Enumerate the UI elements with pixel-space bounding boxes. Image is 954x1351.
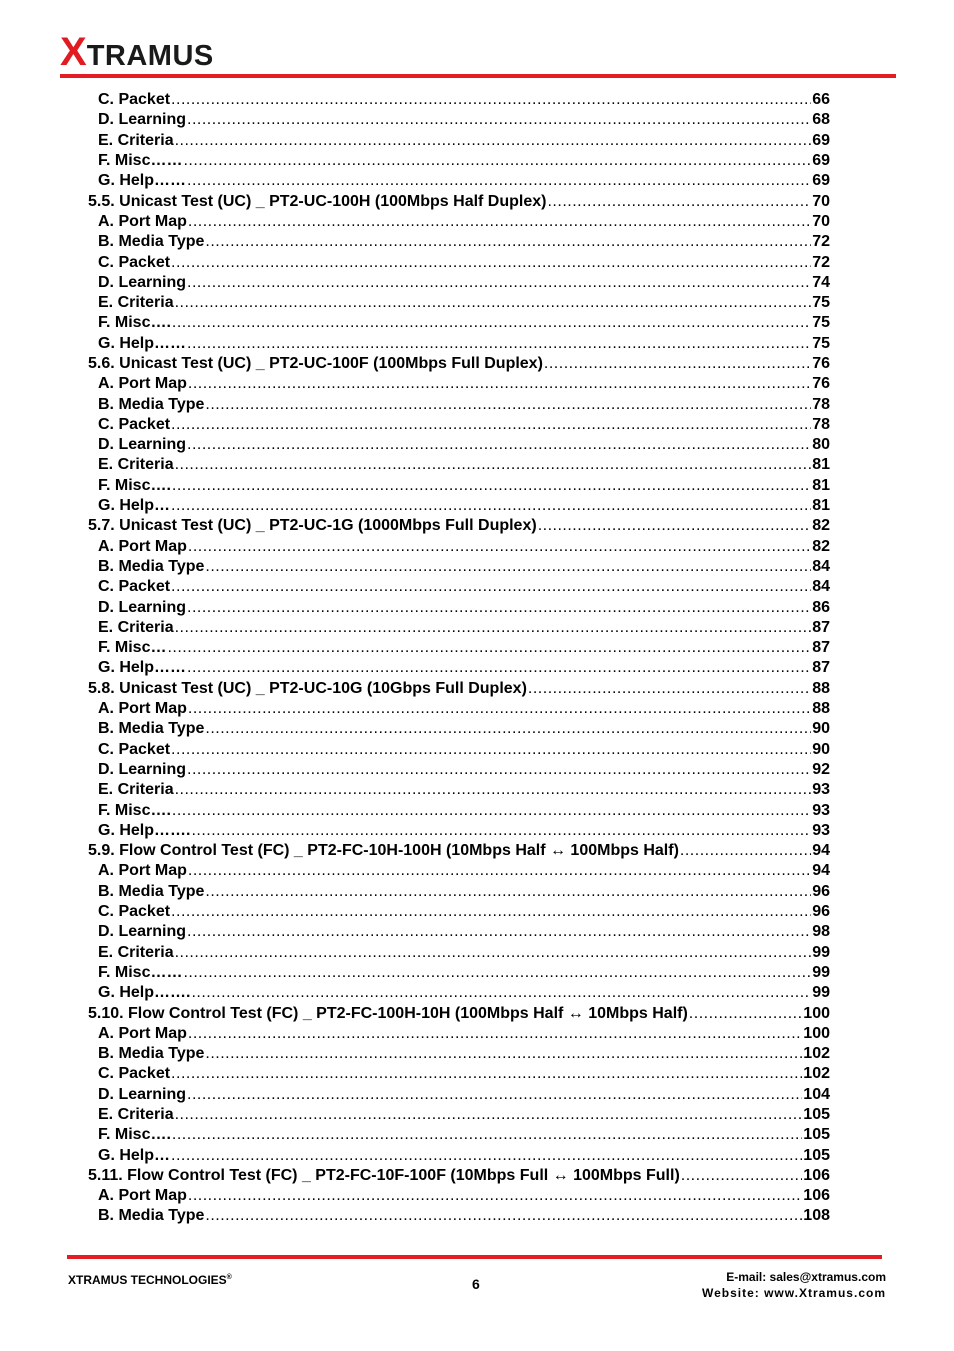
toc-entry-title: B. Media Type: [98, 720, 205, 738]
toc-section-entry[interactable]: [88, 1003, 830, 1023]
toc-page-number: 96: [812, 903, 830, 921]
toc-entry-title: C. Packet: [98, 91, 171, 109]
toc-dot-leader: [172, 1125, 802, 1145]
registered-mark: ®: [226, 1274, 232, 1281]
toc-entry-title: 5.8. Unicast Test (UC) _ PT2-UC-10G (10Gbps Full Duplex): [88, 679, 527, 697]
toc-page-number: 75: [812, 334, 830, 352]
toc-dot-leader: [167, 638, 811, 658]
toc-entry-title: E. Criteria: [98, 943, 174, 961]
footer-company: [68, 1273, 232, 1287]
toc-dot-leader: [175, 943, 812, 963]
toc-dot-leader: [171, 1064, 802, 1084]
toc-dot-leader: [187, 658, 811, 678]
toc-entry-title: B. Media Type: [98, 395, 205, 413]
company-logo: [60, 30, 214, 74]
toc-page-number: 94: [812, 842, 830, 860]
toc-page-number: 70: [812, 212, 830, 230]
toc-section-entry[interactable]: [88, 191, 830, 211]
toc-dot-leader: [171, 902, 811, 922]
toc-page-number: 94: [812, 862, 830, 880]
toc-page-number: 90: [812, 720, 830, 738]
toc-dot-leader: [547, 192, 811, 212]
toc-entry-title: G. Help…: [98, 1146, 171, 1164]
toc-subsection-entry[interactable]: [88, 537, 830, 557]
toc-subsection-entry[interactable]: [88, 760, 830, 780]
toc-entry-title: G. Help…: [98, 497, 171, 515]
toc-page-number: 82: [812, 537, 830, 555]
footer-divider: [67, 1255, 882, 1259]
footer-company-name: XTRAMUS TECHNOLOGIES: [68, 1273, 227, 1287]
toc-subsection-entry[interactable]: [88, 151, 830, 171]
toc-entry-title: A. Port Map: [98, 862, 187, 880]
toc-dot-leader: [205, 1044, 802, 1064]
footer-contact: [702, 1269, 886, 1301]
toc-dot-leader: [544, 354, 811, 374]
toc-page-number: 98: [812, 923, 830, 941]
toc-page-number: 99: [812, 943, 830, 961]
toc-entry-title: C. Packet: [98, 740, 171, 758]
toc-dot-leader: [680, 841, 811, 861]
toc-entry-title: B. Media Type: [98, 882, 205, 900]
toc-page-number: 92: [812, 760, 830, 778]
toc-dot-leader: [205, 719, 811, 739]
toc-subsection-entry[interactable]: [88, 942, 830, 962]
toc-page-number: 75: [812, 314, 830, 332]
toc-dot-leader: [538, 516, 812, 536]
toc-entry-title: F. Misc….: [98, 314, 171, 332]
toc-subsection-entry[interactable]: [88, 577, 830, 597]
toc-page-number: 84: [812, 557, 830, 575]
toc-entry-title: B. Media Type: [98, 557, 205, 575]
toc-subsection-entry[interactable]: [88, 597, 830, 617]
toc-page-number: 70: [812, 192, 830, 210]
toc-entry-title: 5.5. Unicast Test (UC) _ PT2-UC-100H (100Mbps Half Duplex): [88, 192, 547, 210]
toc-page-number: 74: [812, 273, 830, 291]
toc-dot-leader: [187, 922, 811, 942]
toc-dot-leader: [171, 740, 811, 760]
toc-dot-leader: [188, 1024, 802, 1044]
toc-subsection-entry[interactable]: [88, 212, 830, 232]
toc-subsection-entry[interactable]: [88, 1206, 830, 1226]
toc-entry-title: A. Port Map: [98, 700, 187, 718]
toc-subsection-entry[interactable]: [88, 1105, 830, 1125]
toc-subsection-entry[interactable]: [88, 719, 830, 739]
toc-dot-leader: [175, 618, 812, 638]
toc-dot-leader: [188, 537, 811, 557]
toc-dot-leader: [689, 1004, 803, 1024]
toc-entry-title: G. Help……: [98, 659, 187, 677]
toc-subsection-entry[interactable]: [88, 618, 830, 638]
toc-dot-leader: [183, 963, 811, 983]
footer-website[interactable]: Website: www.Xtramus.com: [701, 1286, 886, 1300]
toc-entry-title: B. Media Type: [98, 1207, 205, 1225]
toc-dot-leader: [191, 821, 811, 841]
toc-dot-leader: [205, 395, 811, 415]
toc-dot-leader: [205, 557, 811, 577]
logo-wordmark: TRAMUS: [86, 40, 214, 72]
toc-subsection-entry[interactable]: [88, 394, 830, 414]
toc-entry-title: C. Packet: [98, 253, 171, 271]
toc-subsection-entry[interactable]: [88, 334, 830, 354]
footer-email[interactable]: E-mail: sales@xtramus.com: [726, 1270, 886, 1284]
toc-page-number: 106: [803, 1187, 830, 1205]
toc-dot-leader: [172, 476, 811, 496]
toc-page-number: 106: [803, 1166, 830, 1184]
toc-section-entry[interactable]: [88, 841, 830, 861]
toc-entry-title: G. Help…….: [98, 984, 191, 1002]
toc-subsection-entry[interactable]: [88, 496, 830, 516]
toc-subsection-entry[interactable]: [88, 171, 830, 191]
toc-subsection-entry[interactable]: [88, 983, 830, 1003]
toc-subsection-entry[interactable]: [88, 780, 830, 800]
toc-page-number: 66: [812, 91, 830, 109]
toc-dot-leader: [171, 1146, 802, 1166]
toc-entry-title: C. Packet: [98, 1065, 171, 1083]
toc-subsection-entry[interactable]: [88, 1186, 830, 1206]
toc-page-number: 96: [812, 882, 830, 900]
toc-subsection-entry[interactable]: [88, 455, 830, 475]
toc-subsection-entry[interactable]: [88, 232, 830, 252]
toc-page-number: 104: [803, 1085, 830, 1103]
toc-dot-leader: [191, 983, 811, 1003]
toc-dot-leader: [528, 679, 811, 699]
toc-page-number: 88: [812, 679, 830, 697]
toc-page-number: 105: [803, 1105, 830, 1123]
toc-entry-title: 5.7. Unicast Test (UC) _ PT2-UC-1G (1000Mbps Full Duplex): [88, 517, 537, 535]
toc-page-number: 87: [812, 639, 830, 657]
toc-entry-title: B. Media Type: [98, 233, 205, 251]
toc-subsection-entry[interactable]: [88, 963, 830, 983]
toc-subsection-entry[interactable]: [88, 374, 830, 394]
toc-entry-title: F. Misc……: [98, 152, 183, 170]
toc-entry-title: F. Misc….: [98, 801, 171, 819]
toc-section-entry[interactable]: [88, 516, 830, 536]
toc-page-number: 93: [812, 781, 830, 799]
toc-subsection-entry[interactable]: [88, 638, 830, 658]
toc-dot-leader: [187, 598, 811, 618]
toc-dot-leader: [188, 861, 811, 881]
toc-dot-leader: [187, 1085, 802, 1105]
toc-dot-leader: [172, 313, 811, 333]
toc-section-entry[interactable]: [88, 679, 830, 699]
toc-subsection-entry[interactable]: [88, 740, 830, 760]
toc-subsection-entry[interactable]: [88, 110, 830, 130]
toc-page-number: 76: [812, 375, 830, 393]
toc-page-number: 69: [812, 152, 830, 170]
toc-entry-title: C. Packet: [98, 903, 171, 921]
toc-page-number: 72: [812, 233, 830, 251]
toc-entry-title: D. Learning: [98, 273, 187, 291]
toc-dot-leader: [171, 253, 811, 273]
toc-dot-leader: [187, 435, 811, 455]
toc-subsection-entry[interactable]: [88, 415, 830, 435]
toc-dot-leader: [188, 1186, 802, 1206]
toc-subsection-entry[interactable]: [88, 131, 830, 151]
toc-page-number: 105: [803, 1126, 830, 1144]
toc-subsection-entry[interactable]: [88, 1125, 830, 1145]
toc-dot-leader: [171, 577, 811, 597]
toc-entry-title: E. Criteria: [98, 131, 174, 149]
toc-entry-title: C. Packet: [98, 578, 171, 596]
toc-entry-title: D. Learning: [98, 923, 187, 941]
toc-subsection-entry[interactable]: [88, 1085, 830, 1105]
toc-subsection-entry[interactable]: [88, 313, 830, 333]
toc-subsection-entry[interactable]: [88, 1064, 830, 1084]
toc-page-number: 75: [812, 294, 830, 312]
toc-page-number: 87: [812, 659, 830, 677]
toc-page-number: 81: [812, 456, 830, 474]
toc-dot-leader: [187, 171, 811, 191]
toc-entry-title: 5.6. Unicast Test (UC) _ PT2-UC-100F (100Mbps Full Duplex): [88, 355, 543, 372]
toc-page-number: 93: [812, 821, 830, 839]
toc-page-number: 102: [803, 1045, 830, 1063]
toc-entry-title: F. Misc……: [98, 963, 183, 981]
toc-page-number: 87: [812, 618, 830, 636]
table-of-contents: [88, 90, 830, 1227]
toc-dot-leader: [171, 90, 811, 110]
toc-page-number: 105: [803, 1146, 830, 1164]
toc-dot-leader: [188, 699, 811, 719]
toc-page-number: 102: [803, 1065, 830, 1083]
toc-dot-leader: [175, 293, 812, 313]
toc-entry-title: F. Misc…: [98, 639, 167, 657]
toc-entry-title: E. Criteria: [98, 1105, 174, 1123]
toc-page-number: 82: [812, 517, 830, 535]
toc-entry-title: 5.9. Flow Control Test (FC) _ PT2-FC-10H-100H (10Mbps Half ↔ 100Mbps Half): [88, 842, 679, 860]
toc-entry-title: D. Learning: [98, 111, 187, 129]
toc-page-number: 99: [812, 984, 830, 1002]
toc-subsection-entry[interactable]: [88, 861, 830, 881]
toc-page-number: 81: [812, 476, 830, 494]
toc-subsection-entry[interactable]: [88, 435, 830, 455]
toc-subsection-entry[interactable]: [88, 1024, 830, 1044]
toc-entry-title: D. Learning: [98, 760, 187, 778]
toc-page-number: 68: [812, 111, 830, 129]
toc-entry-title: G. Help…….: [98, 821, 191, 839]
toc-dot-leader: [205, 882, 811, 902]
toc-entry-title: A. Port Map: [98, 1187, 187, 1205]
toc-entry-title: G. Help……: [98, 172, 187, 190]
toc-dot-leader: [175, 131, 812, 151]
toc-dot-leader: [183, 151, 811, 171]
toc-page-number: 88: [812, 700, 830, 718]
toc-dot-leader: [187, 273, 811, 293]
toc-page-number: 99: [812, 963, 830, 981]
toc-dot-leader: [172, 801, 811, 821]
toc-page-number: 78: [812, 395, 830, 413]
toc-page-number: 90: [812, 740, 830, 758]
header-divider: [60, 74, 896, 78]
toc-entry-title: G. Help……: [98, 334, 187, 352]
toc-page-number: 100: [803, 1004, 830, 1022]
toc-dot-leader: [681, 1166, 803, 1186]
toc-dot-leader: [205, 1206, 802, 1226]
toc-subsection-entry[interactable]: [88, 922, 830, 942]
toc-dot-leader: [188, 374, 811, 394]
toc-dot-leader: [187, 110, 811, 130]
toc-entry-title: A. Port Map: [98, 537, 187, 555]
toc-subsection-entry[interactable]: [88, 1145, 830, 1165]
toc-section-entry[interactable]: [88, 354, 830, 374]
toc-page-number: 100: [803, 1024, 830, 1042]
toc-page-number: 80: [812, 436, 830, 454]
toc-dot-leader: [187, 334, 811, 354]
toc-dot-leader: [171, 415, 811, 435]
toc-subsection-entry[interactable]: [88, 658, 830, 678]
toc-page-number: 76: [812, 355, 830, 372]
toc-entry-title: B. Media Type: [98, 1045, 205, 1063]
toc-subsection-entry[interactable]: [88, 800, 830, 820]
toc-page-number: 81: [812, 497, 830, 515]
logo-x-letter: X: [60, 30, 86, 74]
toc-entry-title: D. Learning: [98, 436, 187, 454]
toc-entry-title: A. Port Map: [98, 1024, 187, 1042]
toc-page-number: 93: [812, 801, 830, 819]
toc-subsection-entry[interactable]: [88, 476, 830, 496]
toc-entry-title: D. Learning: [98, 598, 187, 616]
toc-subsection-entry[interactable]: [88, 1044, 830, 1064]
toc-subsection-entry[interactable]: [88, 882, 830, 902]
toc-dot-leader: [205, 232, 811, 252]
page-number: 6: [472, 1276, 480, 1292]
toc-subsection-entry[interactable]: [88, 557, 830, 577]
toc-subsection-entry[interactable]: [88, 902, 830, 922]
toc-subsection-entry[interactable]: [88, 821, 830, 841]
toc-subsection-entry[interactable]: [88, 90, 830, 110]
toc-dot-leader: [175, 780, 812, 800]
toc-entry-title: E. Criteria: [98, 456, 174, 474]
toc-page-number: 78: [812, 415, 830, 433]
toc-page-number: 86: [812, 598, 830, 616]
toc-entry-title: F. Misc….: [98, 1126, 171, 1144]
toc-entry-title: A. Port Map: [98, 375, 187, 393]
toc-dot-leader: [188, 212, 811, 232]
toc-subsection-entry[interactable]: [88, 252, 830, 272]
toc-subsection-entry[interactable]: [88, 293, 830, 313]
toc-entry-title: A. Port Map: [98, 212, 187, 230]
toc-dot-leader: [187, 760, 811, 780]
toc-entry-title: E. Criteria: [98, 294, 174, 312]
toc-entry-title: D. Learning: [98, 1085, 187, 1103]
toc-page-number: 72: [812, 253, 830, 271]
toc-entry-title: 5.10. Flow Control Test (FC) _ PT2-FC-100H-10H (100Mbps Half ↔ 10Mbps Half): [88, 1004, 688, 1022]
toc-subsection-entry[interactable]: [88, 699, 830, 719]
toc-section-entry[interactable]: [88, 1166, 830, 1186]
toc-page-number: 108: [803, 1207, 830, 1225]
toc-subsection-entry[interactable]: [88, 273, 830, 293]
toc-dot-leader: [175, 1105, 803, 1125]
toc-dot-leader: [171, 496, 811, 516]
toc-entry-title: E. Criteria: [98, 781, 174, 799]
toc-entry-title: E. Criteria: [98, 618, 174, 636]
toc-page-number: 84: [812, 578, 830, 596]
toc-page-number: 69: [812, 131, 830, 149]
toc-entry-title: C. Packet: [98, 415, 171, 433]
toc-page-number: 69: [812, 172, 830, 190]
toc-entry-title: F. Misc….: [98, 476, 171, 494]
toc-dot-leader: [175, 455, 812, 475]
toc-entry-title: 5.11. Flow Control Test (FC) _ PT2-FC-10F-100F (10Mbps Full ↔ 100Mbps Full): [88, 1166, 680, 1184]
